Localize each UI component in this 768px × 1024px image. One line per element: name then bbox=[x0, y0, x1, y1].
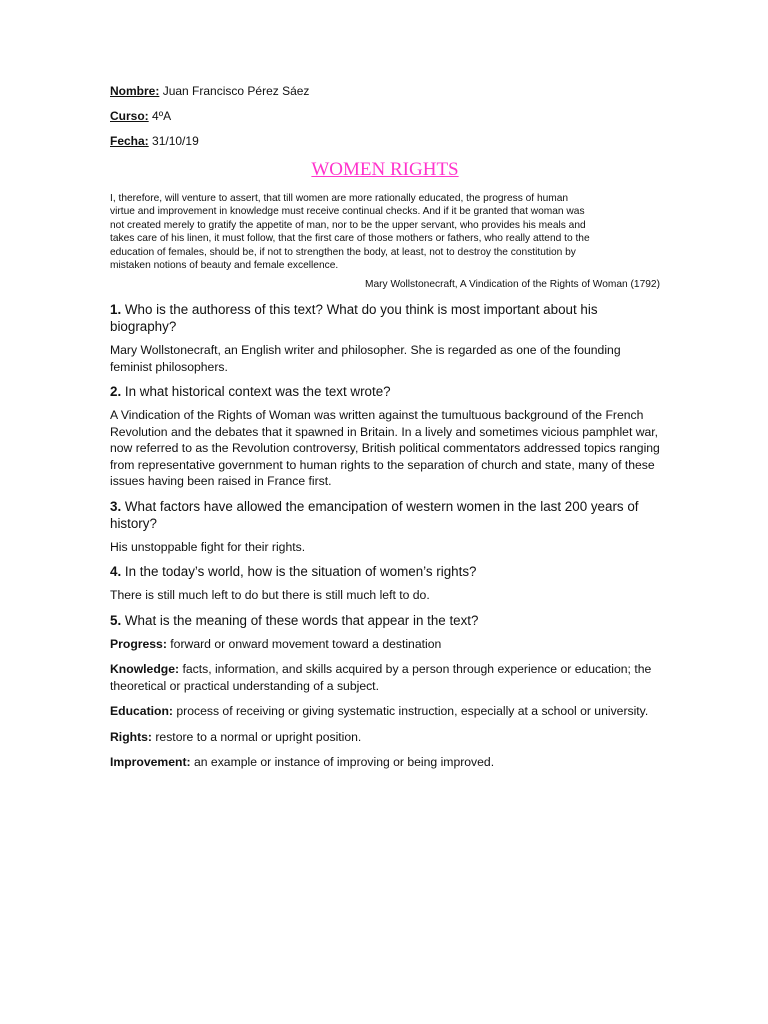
question-text: What factors have allowed the emancipation of western women in the last 200 years of history? bbox=[110, 498, 639, 531]
question-text: In the today’s world, how is the situation of women’s rights? bbox=[124, 564, 477, 580]
answer-3: His unstoppable fight for their rights. bbox=[110, 539, 306, 554]
term-label: Education: bbox=[110, 704, 173, 719]
document-title: WOMEN RIGHTS bbox=[311, 159, 459, 180]
answer-4: There is still much left to do but there is still much left to do. bbox=[110, 588, 430, 603]
answer-2: A Vindication of the Rights of Woman was written against the tumultuous background of the French Revolution and the debates that it spawned in Britain. In a lively and sometimes vicious pamphlet war, now referred to as the Revolution controversy, British political commentators addressed topics ranging from representative government to human rights to the separation of church and state, many of these issues having been raised in France first. bbox=[110, 408, 660, 489]
name-line bbox=[110, 84, 660, 99]
question-3 bbox=[110, 498, 660, 532]
name-value: Juan Francisco Pérez Sáez bbox=[162, 84, 310, 98]
document-page bbox=[110, 84, 660, 780]
course-line bbox=[110, 109, 660, 124]
question-number: 1. bbox=[110, 302, 122, 318]
date-value: 31/10/19 bbox=[152, 134, 199, 148]
question-1 bbox=[110, 301, 660, 335]
question-number: 4. bbox=[110, 564, 122, 580]
date-label: Fecha: bbox=[110, 134, 149, 148]
glossary-item-rights bbox=[110, 729, 660, 746]
answer-1: Mary Wollstonecraft, an English writer and philosopher. She is regarded as one of the founding feminist philosophers. bbox=[110, 343, 621, 374]
term-label: Improvement: bbox=[110, 755, 191, 770]
term-label: Knowledge: bbox=[110, 662, 180, 677]
question-2 bbox=[110, 383, 660, 400]
question-text: Who is the authoress of this text? What do you think is most important about his biography? bbox=[110, 302, 598, 335]
question-number: 5. bbox=[110, 612, 122, 628]
term-label: Rights: bbox=[110, 729, 152, 744]
question-text: What is the meaning of these words that appear in the text? bbox=[124, 612, 479, 628]
date-line bbox=[110, 134, 660, 149]
question-text: In what historical context was the text wrote? bbox=[124, 384, 391, 400]
term-definition: facts, information, and skills acquired by a person through experience or education; the theoretical or practical understanding of a subject. bbox=[110, 662, 652, 693]
question-number: 3. bbox=[110, 498, 122, 514]
course-label: Curso: bbox=[110, 109, 149, 123]
quote-text: I, therefore, will venture to assert, that till women are more rationally educated, the progress of human virtue and improvement in knowledge must receive continual checks. And if it be granted that woman was not created merely to gratify the appetite of man, nor to be the upper servant, who provides his meals and takes care of his linen, it must follow, that the first care of those mothers or fathers, who really attend to the education of females, should be, if not to strengthen the body, at least, not to destroy the constitution by mistaken notions of beauty and female excellence. bbox=[110, 193, 590, 272]
term-definition: forward or onward movement toward a destination bbox=[170, 636, 442, 651]
glossary-item-education bbox=[110, 703, 660, 720]
question-4 bbox=[110, 563, 660, 580]
glossary-item-improvement bbox=[110, 754, 660, 771]
term-definition: process of receiving or giving systematic instruction, especially at a school or university. bbox=[176, 704, 649, 719]
course-value: 4ºA bbox=[152, 109, 172, 123]
question-number: 2. bbox=[110, 384, 122, 400]
quote-source: Mary Wollstonecraft, A Vindication of the Rights of Woman (1792) bbox=[364, 279, 660, 291]
question-5 bbox=[110, 612, 660, 629]
term-label: Progress: bbox=[110, 636, 167, 651]
term-definition: an example or instance of improving or being improved. bbox=[193, 755, 495, 770]
glossary-item-progress bbox=[110, 636, 660, 653]
name-label: Nombre: bbox=[110, 84, 160, 98]
term-definition: restore to a normal or upright position. bbox=[155, 729, 362, 744]
glossary-item-knowledge bbox=[110, 661, 660, 694]
